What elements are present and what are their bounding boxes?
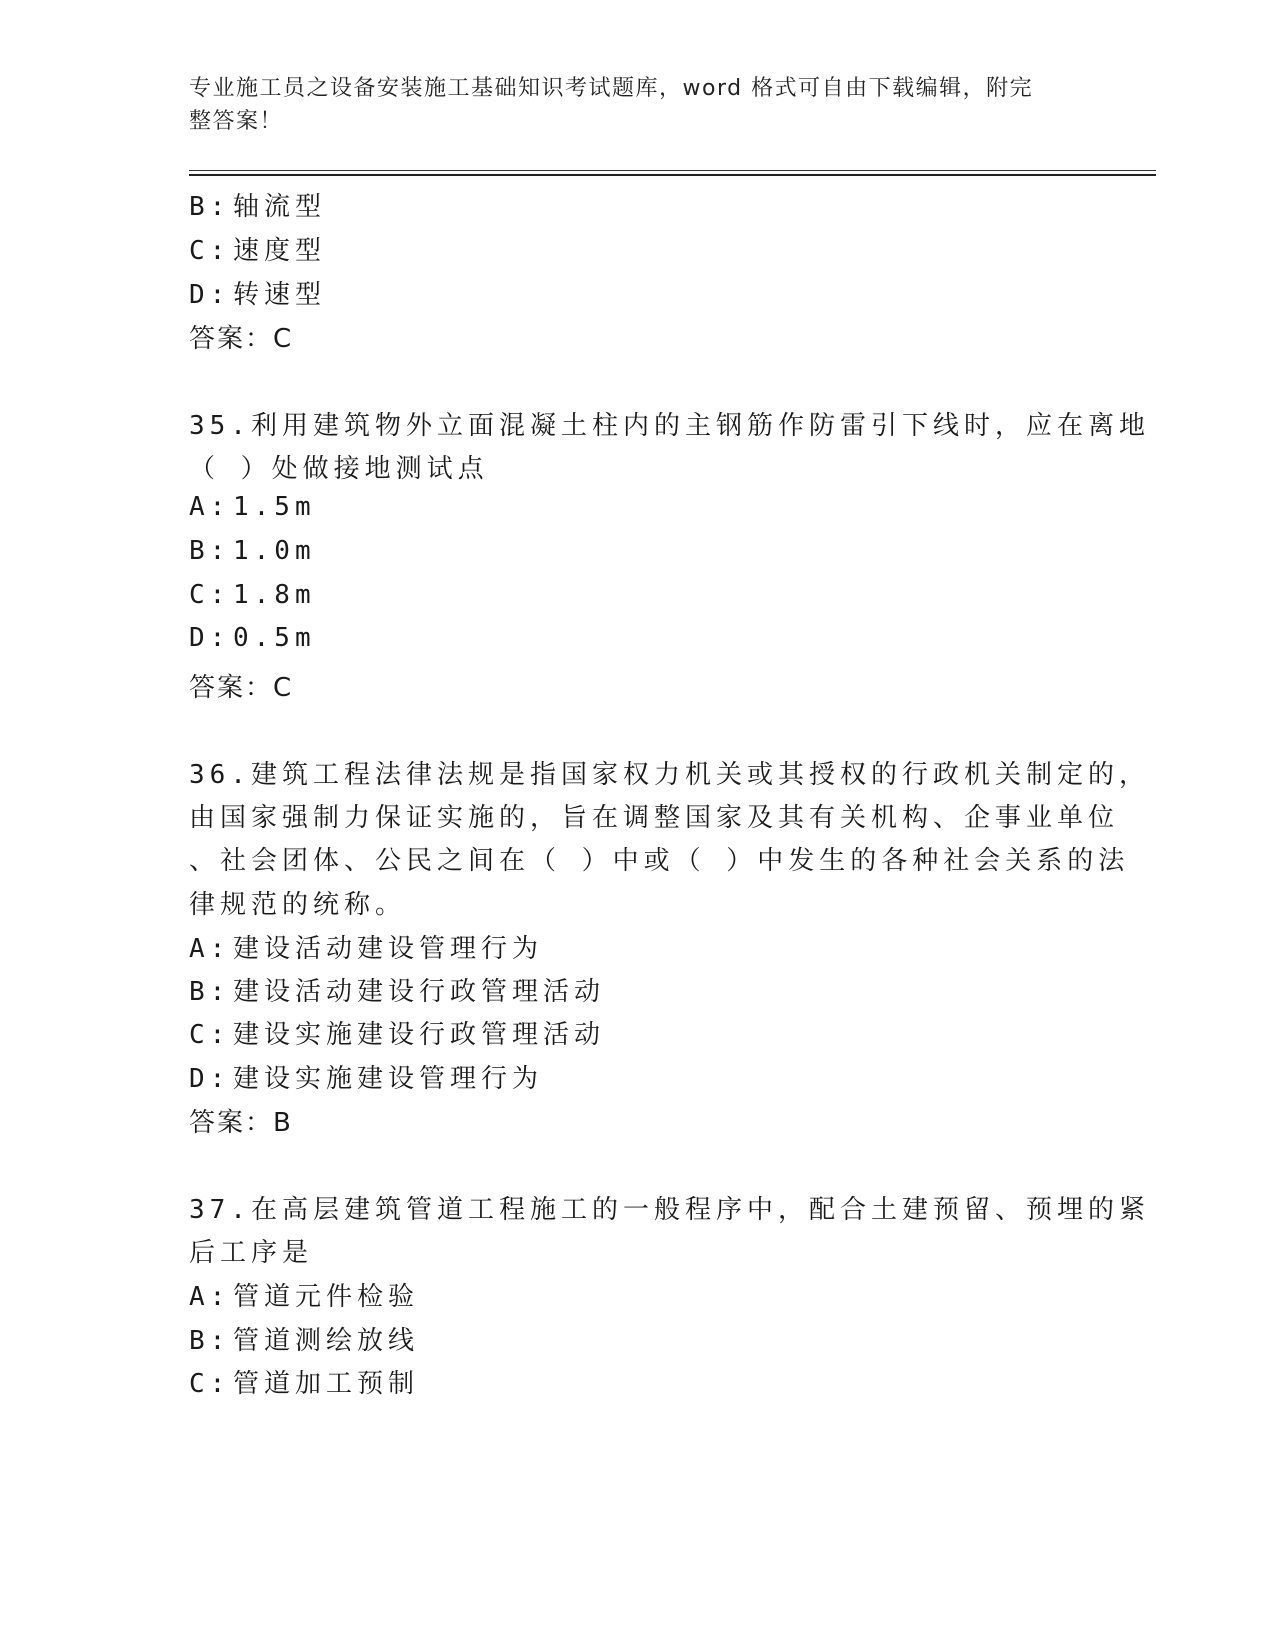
option-key: A:	[189, 934, 231, 964]
header-divider-thick	[189, 174, 1156, 176]
option-key: D:	[189, 1064, 231, 1094]
option-text: 轴流型	[233, 192, 327, 222]
option-text: 管道测绘放线	[233, 1326, 420, 1356]
option-text: 建设实施建设管理行为	[233, 1064, 544, 1094]
option-key: C:	[189, 236, 231, 266]
option-a	[189, 1276, 419, 1313]
option-text: 建设活动建设行政管理活动	[233, 977, 606, 1007]
option-text: 0.5m	[233, 623, 316, 653]
question-stem-line: （ ）处做接地测试点	[189, 454, 489, 484]
question-stem-line: 由国家强制力保证实施的，旨在调整国家及其有关机构、企事业单位	[189, 803, 1120, 833]
option-b	[189, 536, 316, 566]
option-key: C:	[189, 1020, 231, 1050]
document-header	[189, 72, 1089, 138]
option-text: 1.8m	[233, 580, 316, 610]
option-b	[189, 186, 326, 223]
option-key: A:	[189, 492, 231, 522]
option-key: C:	[189, 580, 231, 610]
option-key: B:	[189, 1326, 231, 1356]
option-text: 1.5m	[233, 492, 316, 522]
option-c	[189, 1363, 419, 1400]
header-line-2: 整答案！	[189, 109, 284, 134]
option-key: A:	[189, 1282, 231, 1312]
header-divider-thin	[189, 170, 1156, 171]
option-c	[189, 580, 316, 610]
option-c	[189, 230, 326, 267]
option-b	[189, 1320, 419, 1357]
option-key: D:	[189, 623, 231, 653]
option-text: 建设实施建设行政管理活动	[233, 1020, 606, 1050]
question-stem-line: 律规范的统称。	[189, 890, 407, 920]
option-d	[189, 274, 326, 311]
option-text: 建设活动建设管理行为	[233, 934, 544, 964]
question-stem-line: 36.建筑工程法律法规是指国家权力机关或其授权的行政机关制定的，	[189, 760, 1150, 790]
answer: 答案：C	[189, 673, 294, 703]
option-text: 转速型	[233, 280, 327, 310]
option-b	[189, 971, 605, 1008]
option-key: B:	[189, 536, 231, 566]
option-key: C:	[189, 1369, 231, 1399]
question-stem-line: 后工序是	[189, 1238, 314, 1268]
option-text: 管道加工预制	[233, 1369, 420, 1399]
option-c	[189, 1014, 605, 1051]
option-key: D:	[189, 280, 231, 310]
question-stem-line: 、社会团体、公民之间在（ ）中或（ ）中发生的各种社会关系的法	[189, 846, 1130, 876]
question-stem-line: 35.利用建筑物外立面混凝土柱内的主钢筋作防雷引下线时，应在离地	[189, 411, 1150, 441]
option-text: 1.0m	[233, 536, 316, 566]
answer: 答案：C	[189, 324, 294, 354]
option-d	[189, 1058, 543, 1095]
option-a	[189, 492, 316, 522]
option-text: 速度型	[233, 236, 327, 266]
header-line-1: 专业施工员之设备安装施工基础知识考试题库，word 格式可自由下载编辑，附完	[189, 76, 1034, 101]
answer: 答案：B	[189, 1108, 293, 1138]
option-text: 管道元件检验	[233, 1282, 420, 1312]
option-a	[189, 928, 543, 965]
option-key: B:	[189, 977, 231, 1007]
question-stem-line: 37.在高层建筑管道工程施工的一般程序中，配合土建预留、预埋的紧	[189, 1195, 1150, 1225]
option-key: B:	[189, 192, 231, 222]
option-d	[189, 623, 316, 653]
